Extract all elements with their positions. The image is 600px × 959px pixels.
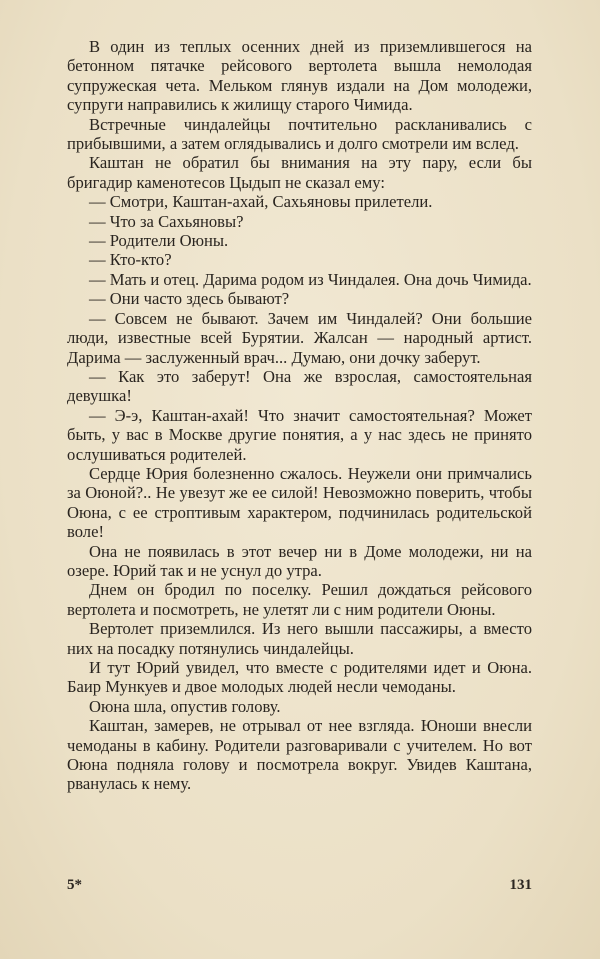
dialogue-line: — Смотри, Каштан-ахай, Сахьяновы прилетели. <box>89 192 433 212</box>
dialogue-line: — Э-э, Каштан-ахай! Что значит самостоятельная? Может быть, у вас в Москве другие понятия, а у нас здесь не принято ослушиваться родителей. <box>67 405 532 464</box>
dialogue-line: — Что за Сахьяновы? <box>89 211 244 231</box>
paragraph: Каштан не обратил бы внимания на эту пару, если бы бригадир каменотесов Цыдып не сказал ему: <box>67 153 532 192</box>
dialogue-line: — Совсем не бывают. Зачем им Чиндалей? Они большие люди, известные всей Бурятии. Жалсан — народный артист. Дарима — заслуженный врач... Думаю, они дочку заберут. <box>67 308 532 367</box>
dialogue-line: — Мать и отец. Дарима родом из Чиндалея. Она дочь Чимида. <box>89 269 532 289</box>
dialogue-line: — Они часто здесь бывают? <box>89 289 290 309</box>
paragraph: И тут Юрий увидел, что вместе с родителями идет и Оюна. Баир Мункуев и двое молодых людей несли чемоданы. <box>67 658 532 697</box>
signature-mark: 5* <box>67 877 82 893</box>
paragraph: Каштан, замерев, не отрывал от нее взгляда. Юноши внесли чемоданы в кабину. Родители разговаривали с учителем. Но вот Оюна подняла голову и посмотрела вокруг. Увидев Каштана, рванулась к нему. <box>67 716 532 794</box>
paragraph: В один из теплых осенних дней из приземлившегося на бетонном пятачке рейсового вертолета вышла немолодая супружеская чета. Мельком глянув издали на Дом молодежи, супруги направились к жилищу старого Чимида. <box>67 37 532 115</box>
paragraph: Она не появилась в этот вечер ни в Доме молодежи, ни на озере. Юрий так и не уснул до утра. <box>67 541 532 580</box>
paragraph: Оюна шла, опустив голову. <box>89 696 281 716</box>
dialogue-line: — Кто-кто? <box>89 250 172 270</box>
dialogue-line: — Родители Оюны. <box>89 231 229 251</box>
paragraph: Сердце Юрия болезненно сжалось. Неужели они примчались за Оюной?.. Не увезут же ее силой! Невозможно поверить, чтобы Оюна, с ее строптивым характером, подчинилась родительской воле! <box>67 463 532 542</box>
paragraph: Днем он бродил по поселку. Решил дождаться рейсового вертолета и посмотреть, не улетят ли с ним родители Оюны. <box>67 580 532 619</box>
page-number: 131 <box>509 877 532 893</box>
body-text <box>67 37 532 794</box>
dialogue-line: — Как это заберут! Она же взрослая, самостоятельная девушка! <box>67 366 532 406</box>
paragraph: Вертолет приземлился. Из него вышли пассажиры, а вместо них на посадку потянулись чиндалейцы. <box>67 619 532 658</box>
paragraph: Встречные чиндалейцы почтительно раскланивались с прибывшими, а затем оглядывались и долго смотрели им вслед. <box>67 114 532 154</box>
